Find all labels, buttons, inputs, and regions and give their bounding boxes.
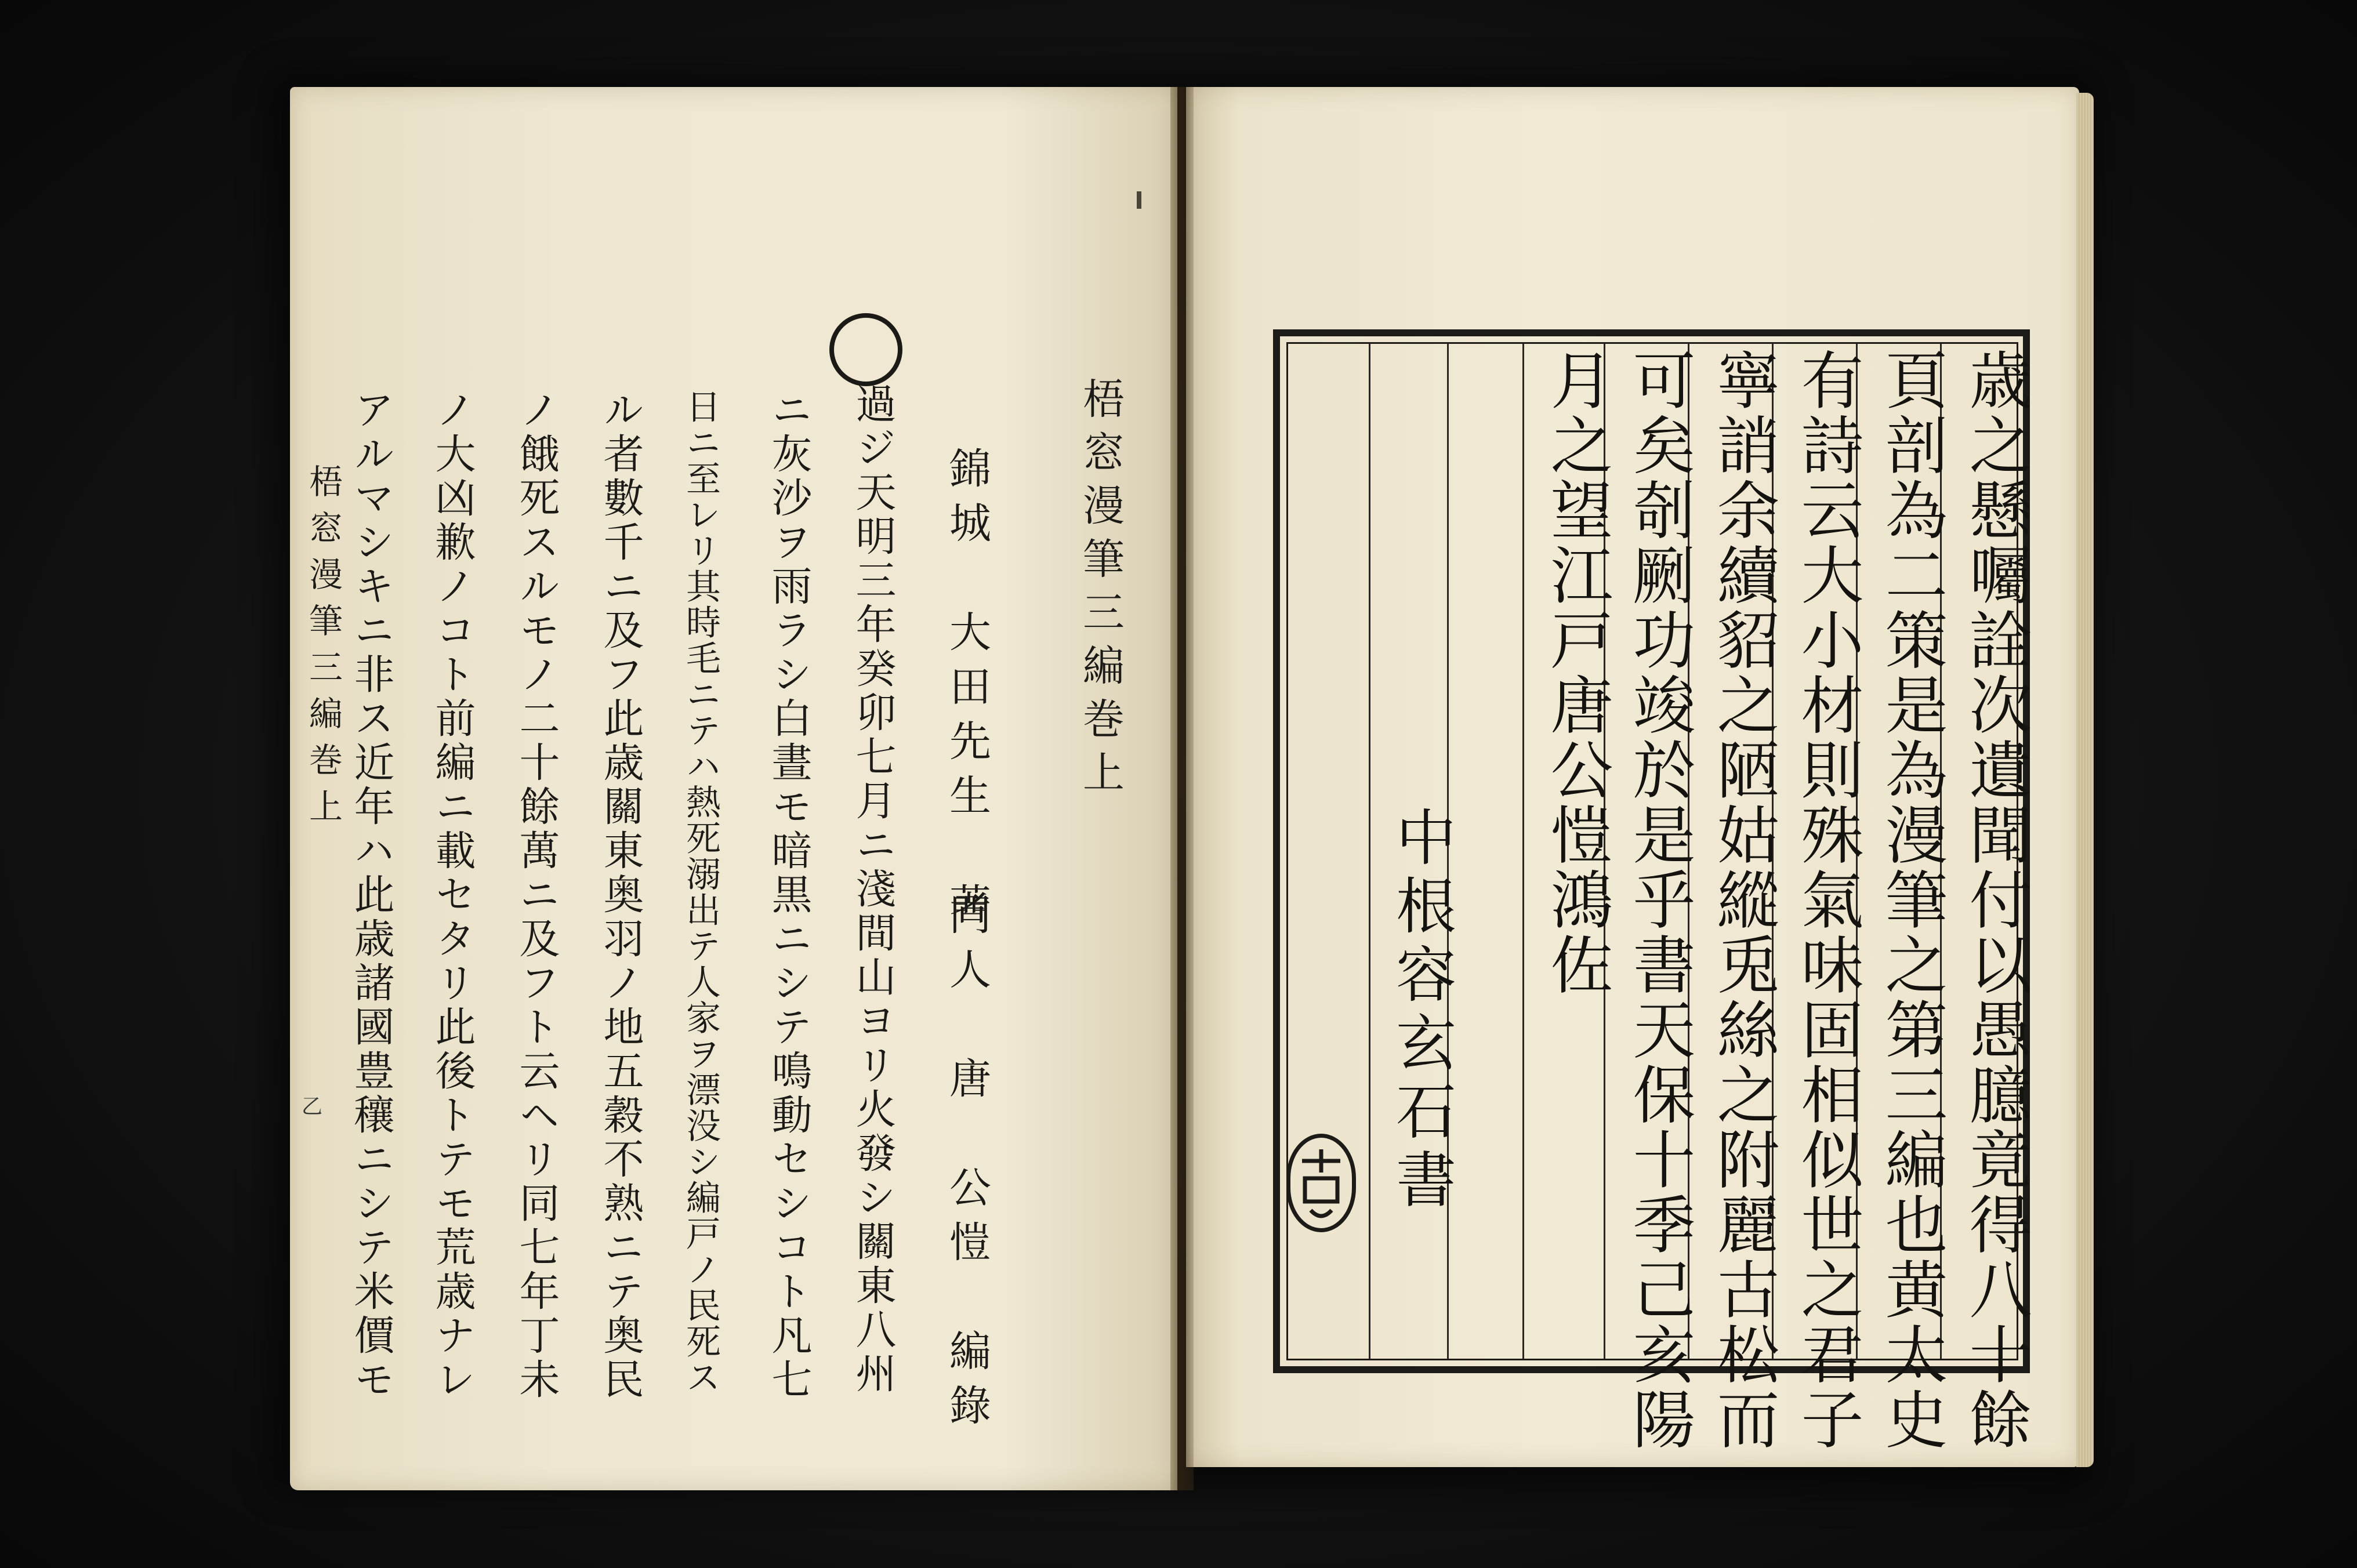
body-column-2: ニ灰沙ヲ雨ラシ白晝モ暗黒ニシテ鳴動セシコト凡七 xyxy=(765,389,813,1402)
body-column-4: ル者數千ニ及フ此歳關東奥羽ノ地五穀不熟ニテ奥民 xyxy=(597,389,644,1402)
preface-column-5: 可矣剞劂功竣於是乎書天保十季己亥陽 xyxy=(1622,348,1695,1452)
preface-column-2: 頁剖為二策是為漫筆之第三編也黄太史 xyxy=(1874,348,1947,1452)
body-column-7: アルマシキニ非ス近年ハ此歳諸國豊穰ニシテ米價モ xyxy=(347,389,395,1402)
book-title: 梧窓漫筆三編巻上 xyxy=(1076,377,1125,804)
preface-column-3: 有詩云大小材則殊氣味固相似世之君子 xyxy=(1790,348,1863,1452)
folio-mark: 乙 xyxy=(302,1095,323,1119)
calligrapher-signature: 中根容玄石書 xyxy=(1386,806,1456,1217)
preface-column-1: 歳之懸囑詮次遺聞付以愚臆竟得八十餘 xyxy=(1959,348,2031,1452)
editor-line-visible: 門人 唐 公愷 編錄 xyxy=(942,893,991,1438)
column-rule xyxy=(1522,344,1524,1359)
section-circle-mark xyxy=(829,313,902,386)
page-notch xyxy=(1137,191,1141,209)
page-edges xyxy=(2076,93,2094,1467)
preface-column-4: 寧誚余續貂之陋姑縱兎絲之附麗古松而 xyxy=(1706,348,1779,1452)
footer-book-title: 梧窓漫筆三編巻上 xyxy=(303,464,343,835)
column-rule xyxy=(1369,344,1370,1359)
author-line: 錦城 大田先生 著 xyxy=(942,447,991,937)
show-through-right xyxy=(1299,133,1995,307)
seal-glyph-icon xyxy=(1290,1138,1352,1228)
body-column-5: ノ餓死スルモノ二十餘萬ニ及フト云ヘリ同七年丁未 xyxy=(513,389,560,1402)
seal-stamp xyxy=(1286,1134,1356,1232)
preface-column-6: 月之望江戸唐公愷鴻佐 xyxy=(1540,348,1612,997)
body-column-3: 日ニ至レリ其時毛ニテハ熱死溺出テ人家ヲ漂没シ編戸ノ民死ス xyxy=(680,389,721,1395)
book-gutter xyxy=(1170,87,1194,1490)
body-column-1: 過ジ天明三年癸卯七月ニ淺間山ヨリ火發シ關東八州 xyxy=(849,383,897,1396)
body-column-6: ノ大凶歉ノコト前編ニ載セタリ此後トテモ荒歳ナレ xyxy=(429,389,476,1402)
